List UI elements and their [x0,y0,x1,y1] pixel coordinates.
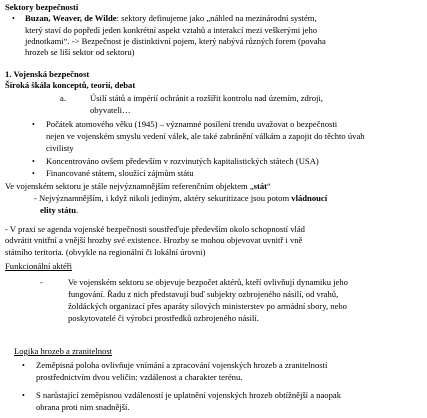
intro-line-4: hrozeb se liší sektor od sektoru) [25,47,135,57]
functional-line-2: fungování. Řadu z nich představují buď subjekty ozbrojeného násilí, od vrahů, [68,289,339,299]
functional-line-1: Ve vojenském sektoru se objevuje bezpočet aktérů, kteří ovlivňují dynamiku jeho [68,277,348,287]
functional-dash: - [40,277,43,287]
referent-dash-text: - Nejvýznamnějším, i když nikoli jediným, aktéry sekuritizace jsou potom [34,193,292,203]
referent-dash-line-2 [40,205,78,216]
referent-line-1-text: Ve vojenském sektoru je stále nejvýznamnějším referenčním objektem „ [5,181,254,191]
practice-line-1: - V praxi se agenda vojenské bezpečnosti soustřeďuje především okolo schopností vlád [5,224,305,234]
bullet3-text: Financované státem, sloužící zájmům státu [46,168,194,178]
functional-title: Funkcionální aktéři [5,261,73,271]
item-a-line-1: Úsilí států a impérií ochránit a rozšířit kontrolu nad územím, zdroji, [90,93,323,103]
bullet-marker: • [22,361,25,370]
bullet2-text: Koncentrováno ovšem především v rozvinutých kapitalistických státech (USA) [46,156,319,166]
item-a-line-2: obyvateli… [90,105,131,115]
bullet-marker: • [32,169,35,178]
functional-line-3: žoldáckých organizací přes aparáty silových ministerstev po armádní sbory, nebo [68,301,347,311]
practice-line-2: odvrátit vnitřní a vnější hrozby své existence. Hrozby se mohou objevovat uvnitř i vně [5,235,303,245]
bullet-marker: • [32,120,35,129]
list-marker-a: a. [60,93,66,103]
referent-state: stát [253,181,268,191]
authors: Buzan, Weaver, de Wilde [25,13,117,23]
section-title: 1. Vojenská bezpečnost [5,69,90,79]
intro-line-1 [25,13,317,24]
bullet-marker: • [32,157,35,166]
page-title: Sektory bezpečnosti [5,2,79,12]
logic-title: Logika hrozeb a zranitelnost [14,346,113,356]
referent-elites-1: vládnoucí [291,193,328,203]
logic-bullet2-line-1: S narůstající zeměpisnou vzdáleností je uplatnění vojenských hrozeb obtížnější a naopak [36,390,341,400]
bullet-marker: • [22,391,25,400]
referent-dash-line-1 [34,193,327,204]
logic-bullet2-line-2: obrana proti nim snadnější. [36,402,130,412]
bullet1-line-3: civilisty [46,143,74,153]
bullet1-line-2: nejen ve vojenském smyslu vedení válek, ale také zabránění válkám a zapojit do těchto úvah [46,131,365,141]
logic-bullet1-line-2: prostřednictvím dvou veličin: vzdálenost a charakter terénu. [36,372,243,382]
functional-line-4: poskytovatelé či výrobci prostředků ozbrojeného násilí. [68,313,259,323]
intro-line-1-text: : sektory definujeme jako „náhled na mezinárodní systém, [116,13,317,23]
logic-bullet1-line-1: Zeměpisná poloha ovlivňuje vnímání a zpracování vojenských hrozeb a zranitelností [36,360,328,370]
bullet-marker: • [12,14,15,23]
section-subtitle: Široká škála konceptů, teorií, debat [5,80,136,90]
referent-period: . [76,205,79,215]
referent-quote-end: “ [267,181,271,191]
practice-line-3: státního teritoria. (obvykle na regionální či lokální úrovni) [5,247,206,257]
referent-elites-2: elity státu [40,205,77,215]
bullet1-line-1: Počátek atomového věku (1945) – významné posílení trendu uvažovat o bezpečnosti [46,119,338,129]
referent-line-1 [5,181,271,192]
intro-line-2: který staví do popředí jeden konkrétní aspekt vztahů a interakcí mezi veškerými jeho [25,25,318,35]
intro-line-3: jednotkami“. -> Bezpečnost je distinktivní pojem, který nabývá různých forem (povaha [25,36,326,46]
